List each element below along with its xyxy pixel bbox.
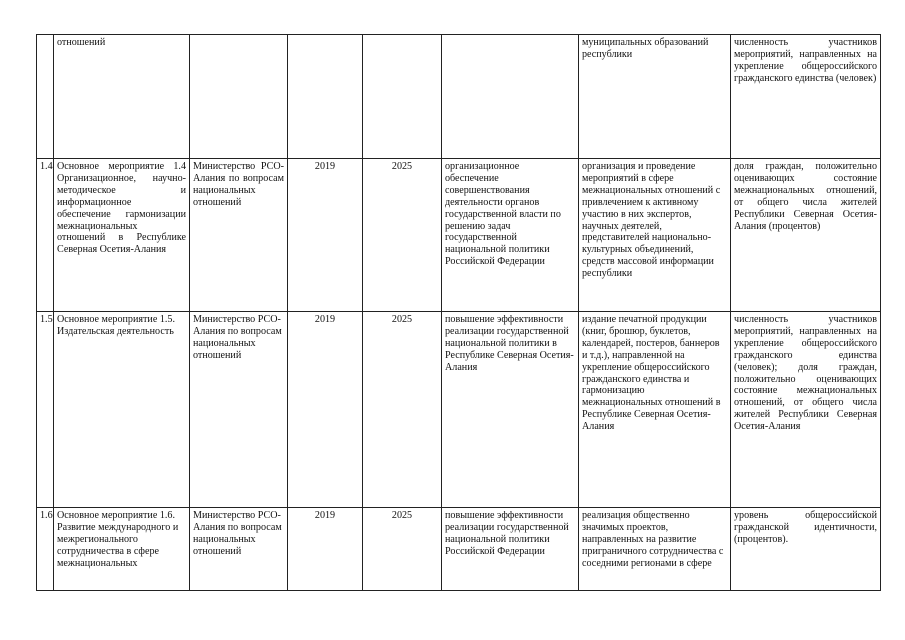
expected-result-cell: повышение эффективности реализации государственной национальной политики в Республике Северная Осетия-Алания (442, 312, 579, 508)
start-year-cell: 2019 (288, 508, 363, 591)
activity-content-cell: издание печатной продукции (книг, брошюр, буклетов, календарей, постеров, баннеров и т.д.), направленной на укрепление общероссийского гражданского единства и гармонизацию межнациональных отношений в Республике Северная Осетия-Алания (579, 312, 731, 508)
activity-content-cell: организация и проведение мероприятий в сфере межнациональных отношений с привлечением к активному участию в них экспертов, научных деятелей, представителей национально-культурных объединений, средств массовой информации республики (579, 159, 731, 312)
activity-content-cell: реализация общественно значимых проектов, направленных на развитие приграничного сотрудничества с соседними регионами в сфере (579, 508, 731, 591)
activity-name-cell: Основное мероприятие 1.6. Развитие международного и межрегионального сотрудничества в сфере межнациональных (54, 508, 190, 591)
indicator-cell: доля граждан, положительно оценивающих состояние межнациональных отношений, от общего числа жителей Республики Северная Осетия-Алания (процентов) (731, 159, 881, 312)
table-row (37, 508, 881, 591)
activity-content-cell: муниципальных образований республики (579, 35, 731, 159)
start-year-cell (288, 35, 363, 159)
executor-cell: Министерство РСО-Алания по вопросам национальных отношений (190, 159, 288, 312)
end-year-cell: 2025 (363, 159, 442, 312)
activity-name-cell: отношений (54, 35, 190, 159)
end-year-cell (363, 35, 442, 159)
start-year-cell: 2019 (288, 159, 363, 312)
indicator-cell: численность участников мероприятий, направленных на укрепление общероссийского гражданского единства (человек); доля граждан, положительно оценивающих состояние межнациональных отношений, от общего числа жителей Республики Северная Осетия-Алания (731, 312, 881, 508)
executor-cell: Министерство РСО-Алания по вопросам национальных отношений (190, 508, 288, 591)
row-number-cell (37, 35, 54, 159)
program-table (36, 34, 881, 591)
end-year-cell: 2025 (363, 312, 442, 508)
executor-cell (190, 35, 288, 159)
expected-result-cell (442, 35, 579, 159)
table-row (37, 312, 881, 508)
end-year-cell: 2025 (363, 508, 442, 591)
table-row (37, 35, 881, 159)
indicator-cell: уровень общероссийской гражданской идентичности, (процентов). (731, 508, 881, 591)
row-number-cell: 1.5 (37, 312, 54, 508)
row-number-cell: 1.4 (37, 159, 54, 312)
executor-cell: Министерство РСО-Алания по вопросам национальных отношений (190, 312, 288, 508)
row-number-cell: 1.6 (37, 508, 54, 591)
activity-name-cell: Основное мероприятие 1.5. Издательская деятельность (54, 312, 190, 508)
start-year-cell: 2019 (288, 312, 363, 508)
expected-result-cell: повышение эффективности реализации государственной национальной политики Российской Федерации (442, 508, 579, 591)
activity-name-cell: Основное мероприятие 1.4 Организационное, научно-методическое и информационное обеспечение гармонизации межнациональных отношений в Республике Северная Осетия-Алания (54, 159, 190, 312)
indicator-cell: численность участников мероприятий, направленных на укрепление общероссийского гражданского единства (человек) (731, 35, 881, 159)
expected-result-cell: организационное обеспечение совершенствования деятельности органов государственной власти по решению задач государственной национальной политики Российской Федерации (442, 159, 579, 312)
table-row (37, 159, 881, 312)
